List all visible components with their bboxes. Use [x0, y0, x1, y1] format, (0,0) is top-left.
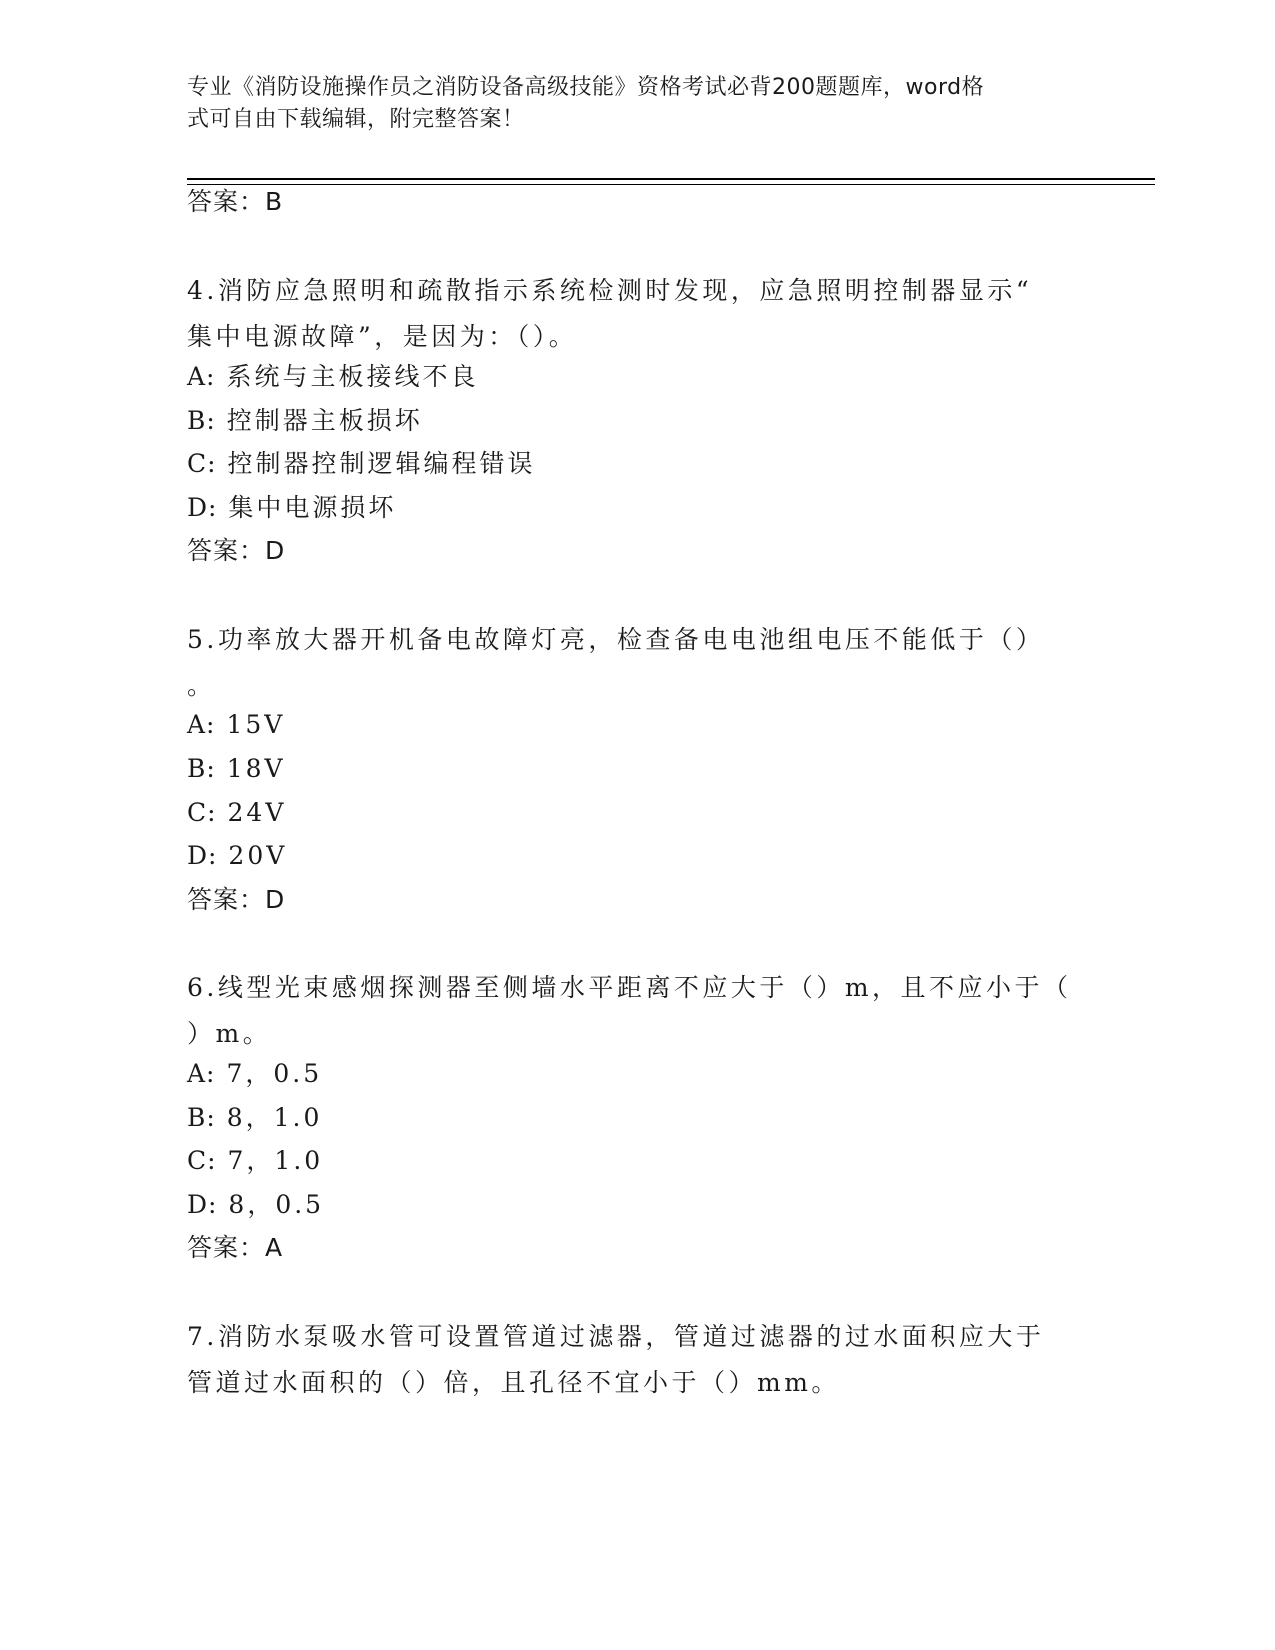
header-divider-thin	[187, 184, 1155, 185]
question-7	[187, 1314, 1087, 1406]
option-key: C:	[187, 798, 217, 827]
header-divider-thick	[187, 178, 1155, 180]
question-5-text: 5.功率放大器开机备电故障灯亮，检查备电电池组电压不能低于（） 。	[187, 625, 1045, 700]
question-5-option-d	[187, 840, 287, 872]
option-text: 控制器控制逻辑编程错误	[227, 449, 536, 478]
option-text: 控制器主板损坏	[226, 406, 423, 435]
option-text: 7，1.0	[227, 1146, 324, 1175]
option-text: 24V	[227, 798, 287, 827]
question-4-option-d	[187, 492, 396, 524]
question-5-option-b	[187, 753, 286, 785]
question-6-option-b	[187, 1102, 322, 1134]
question-4-option-c	[187, 448, 536, 480]
answer-q5: 答案：D	[187, 885, 286, 914]
question-6-option-c	[187, 1145, 323, 1177]
question-6-text: 6.线型光束感烟探测器至侧墙水平距离不应大于（）m，且不应小于（ ）m。	[187, 973, 1072, 1048]
question-6-option-d	[187, 1189, 324, 1221]
option-key: D:	[187, 1190, 218, 1219]
option-text: 8，1.0	[226, 1103, 323, 1132]
question-4-text: 4.消防应急照明和疏散指示系统检测时发现，应急照明控制器显示“ 集中电源故障”，是因为：（）。	[187, 276, 1033, 351]
option-text: 20V	[228, 841, 288, 870]
answer-q4: 答案：D	[187, 536, 286, 565]
option-key: C:	[187, 1146, 217, 1175]
option-key: B:	[187, 406, 216, 435]
option-key: D:	[187, 841, 218, 870]
document-header: 专业《消防设施操作员之消防设备高级技能》资格考试必背200题题库，word格 式可自由下载编辑，附完整答案！	[187, 75, 985, 132]
question-4-option-b	[187, 405, 423, 437]
question-5-option-c	[187, 797, 286, 829]
option-key: A:	[187, 710, 216, 739]
option-text: 18V	[226, 754, 286, 783]
option-key: C:	[187, 449, 217, 478]
question-5-option-a	[187, 709, 285, 741]
option-key: A:	[187, 362, 216, 391]
question-4	[187, 268, 1087, 360]
option-text: 系统与主板接线不良	[226, 362, 479, 391]
question-6	[187, 965, 1087, 1057]
question-6-option-a	[187, 1058, 322, 1090]
answer-q6: 答案：A	[187, 1233, 284, 1262]
option-key: D:	[187, 493, 218, 522]
option-text: 8，0.5	[228, 1190, 325, 1219]
option-text: 集中电源损坏	[228, 493, 397, 522]
question-4-option-a	[187, 361, 478, 393]
option-key: B:	[187, 1103, 216, 1132]
option-key: B:	[187, 754, 216, 783]
question-7-text: 7.消防水泵吸水管可设置管道过滤器，管道过滤器的过水面积应大于 管道过水面积的（）倍，且孔径不宜小于（）mm。	[187, 1322, 1045, 1397]
answer-q3: 答案：B	[187, 187, 284, 216]
option-text: 7，0.5	[226, 1059, 323, 1088]
question-5	[187, 617, 1087, 709]
option-key: A:	[187, 1059, 216, 1088]
option-text: 15V	[226, 710, 286, 739]
